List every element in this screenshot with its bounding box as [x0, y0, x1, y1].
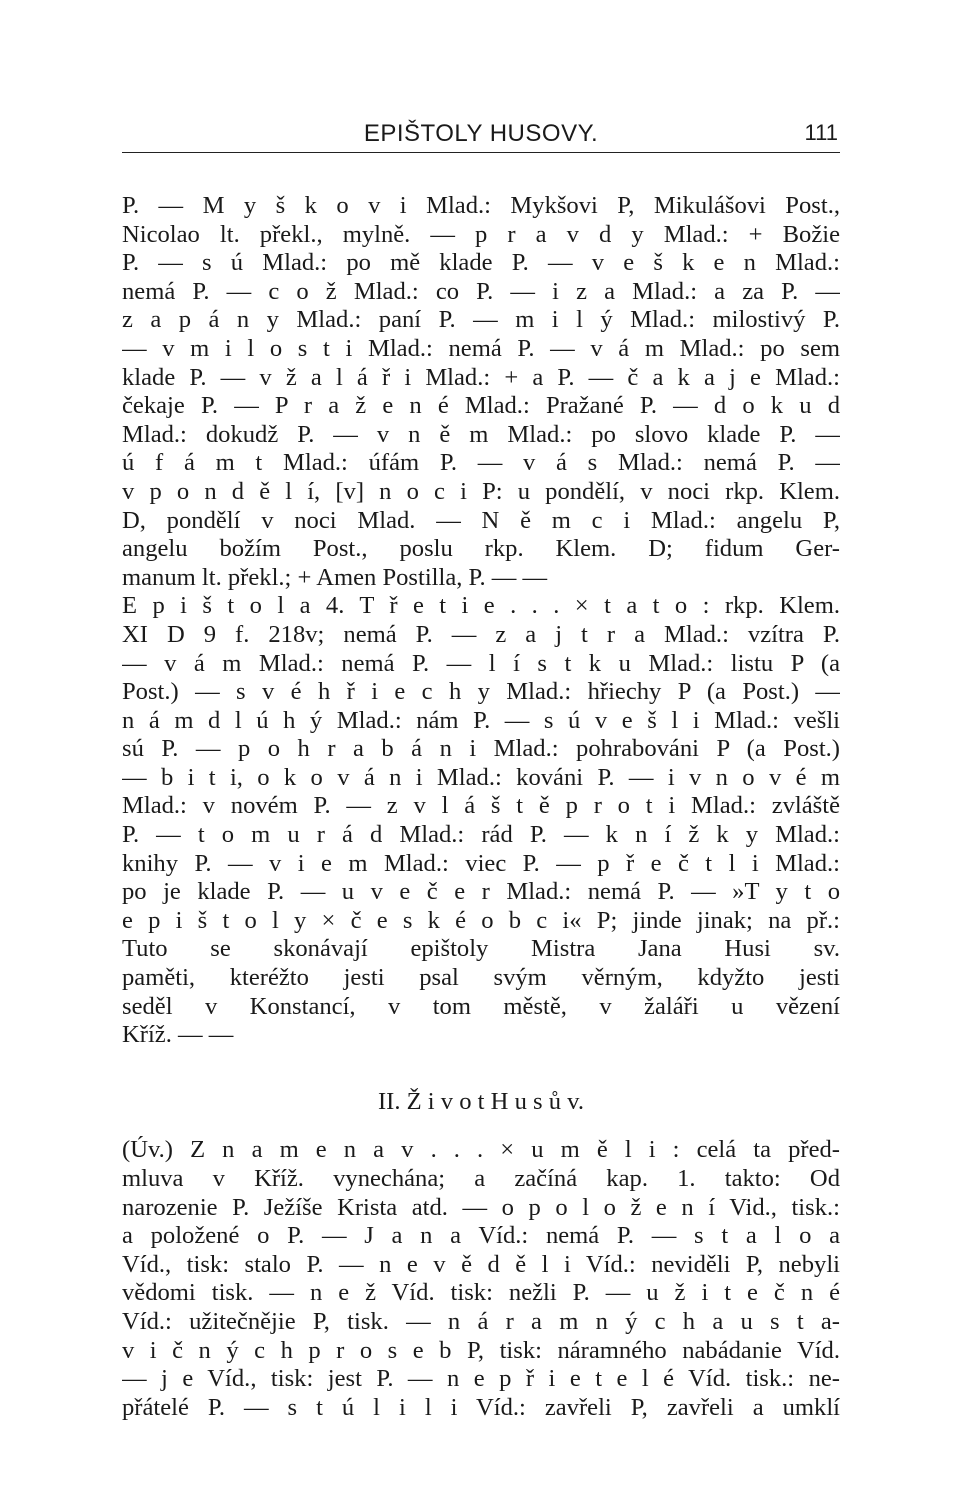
- text-line: e p i š t o l y × č e s k é o b c i« P; jinde jinak; na př.:: [122, 906, 840, 934]
- text-line: mluva v Kříž. vynechána; a začíná kap. 1. takto: Od: [122, 1165, 840, 1192]
- text-line: seděl v Konstancí, v tom městě, v žaláři u vězení: [122, 992, 840, 1020]
- text-line: čekaje P. — P r a ž e n é Mlad.: Pražané P. — d o k u d: [122, 392, 840, 420]
- section-gap: [122, 1050, 840, 1088]
- text-line: sú P. — p o h r a b á n i Mlad.: pohrabováni P (a Post.): [122, 735, 840, 763]
- text-line: P. — M y š k o v i Mlad.: Mykšovi P, Mikulášovi Post.,: [122, 192, 840, 219]
- text-line: z a p á n y Mlad.: paní P. — m i l ý Mlad.: milostivý P.: [122, 306, 840, 334]
- text-line: klade P. — v ž a l á ř i Mlad.: + a P. — č a k a j e Mlad.:: [122, 363, 840, 391]
- text-line: manum lt. překl.; + Amen Postilla, P. — —: [122, 563, 548, 591]
- text-line: — b i t i, o k o v á n i Mlad.: kováni P. — i v n o v é m: [122, 763, 840, 791]
- text-line: — v á m Mlad.: nemá P. — l í s t k u Mlad.: listu P (a: [122, 649, 840, 677]
- text-line: (Úv.) Z n a m e n a v . . . × u m ě l i : celá ta před-: [122, 1136, 840, 1164]
- running-title: EPIŠTOLY HUSOVY.: [363, 120, 599, 147]
- text-line: Víd.: užitečnějie P, tisk. — n á r a m n ý c h a u s t a-: [122, 1307, 840, 1335]
- text-line: ú f á m t Mlad.: úfám P. — v á s Mlad.: nemá P. —: [122, 449, 840, 477]
- text-line: Tuto se skonávají epištoly Mistra Jana Husi sv.: [122, 935, 840, 963]
- page-number: 111: [804, 120, 838, 145]
- text-line: a položené o P. — J a n a Víd.: nemá P. — s t a l o a: [122, 1222, 840, 1250]
- text-line: Post.) — s v é h ř i e c h y Mlad.: hřiechy P (a Post.) —: [122, 678, 840, 706]
- text-line: vědomi tisk. — n e ž Víd. tisk: nežli P. — u ž i t e č n é: [122, 1279, 840, 1307]
- text-line: knihy P. — v i e m Mlad.: viec P. — p ř e č t l i Mlad.:: [122, 849, 840, 877]
- text-line: E p i š t o l a 4. T ř e t i e . . . × t a t o : rkp. Klem.: [122, 592, 840, 620]
- text-line: Víd., tisk: stalo P. — n e v ě d ě l i Víd.: neviděli P, nebyli: [122, 1250, 840, 1278]
- text-line: Mlad.: dokudž P. — v n ě m Mlad.: po slovo klade P. —: [122, 420, 840, 448]
- text-line: přátelé P. — s t ú l i l i Víd.: zavřeli P, zavřeli a umklí: [122, 1393, 840, 1421]
- text-line: v i č n ý c h p r o s e b P, tisk: náramného nabádanie Víd.: [122, 1336, 840, 1364]
- critical-apparatus-block-2: [122, 1136, 840, 1422]
- section-heading: II. Ž i v o t H u s ů v.: [377, 1087, 585, 1115]
- text-line: narozenie P. Ježíše Krista atd. — o p o l o ž e n í Vid., tisk.:: [122, 1193, 840, 1221]
- text-line: — j e Víd., tisk: jest P. — n e p ř i e t e l é Víd. tisk.: ne-: [122, 1365, 840, 1393]
- text-line: — v m i l o s t i Mlad.: nemá P. — v á m Mlad.: po sem: [122, 334, 840, 362]
- text-line: P. — s ú Mlad.: po mě klade P. — v e š k e n Mlad.:: [122, 249, 840, 277]
- body-text: [122, 192, 840, 1422]
- text-line: paměti, kteréžto jesti psal svým věrným, kdyžto jesti: [122, 964, 840, 992]
- running-header: [122, 118, 840, 153]
- text-line: Nicolao lt. překl., mylně. — p r a v d y Mlad.: + Božie: [122, 220, 840, 248]
- text-line: nemá P. — c o ž Mlad.: co P. — i z a Mlad.: a za P. —: [122, 277, 840, 305]
- text-line: angelu božím Post., poslu rkp. Klem. D; fidum Ger-: [122, 535, 840, 563]
- text-line: n á m d l ú h ý Mlad.: nám P. — s ú v e š l i Mlad.: vešli: [122, 706, 840, 734]
- text-line: XI D 9 f. 218v; nemá P. — z a j t r a Mlad.: vzítra P.: [122, 620, 840, 648]
- text-line: v p o n d ě l í, [v] n o c i P: u pondělí, v noci rkp. Klem.: [122, 477, 840, 505]
- text-line: Kříž. — —: [122, 1021, 234, 1049]
- text-line: P. — t o m u r á d Mlad.: rád P. — k n í ž k y Mlad.:: [122, 821, 840, 849]
- text-line: po je klade P. — u v e č e r Mlad.: nemá P. — »T y t o: [122, 878, 840, 906]
- critical-apparatus-block-1: [122, 192, 840, 1050]
- text-line: Mlad.: v novém P. — z v l á š t ě p r o t i Mlad.: zvláště: [122, 792, 840, 820]
- text-line: D, pondělí v noci Mlad. — N ě m c i Mlad.: angelu P,: [122, 506, 840, 534]
- section-gap: [122, 1116, 840, 1136]
